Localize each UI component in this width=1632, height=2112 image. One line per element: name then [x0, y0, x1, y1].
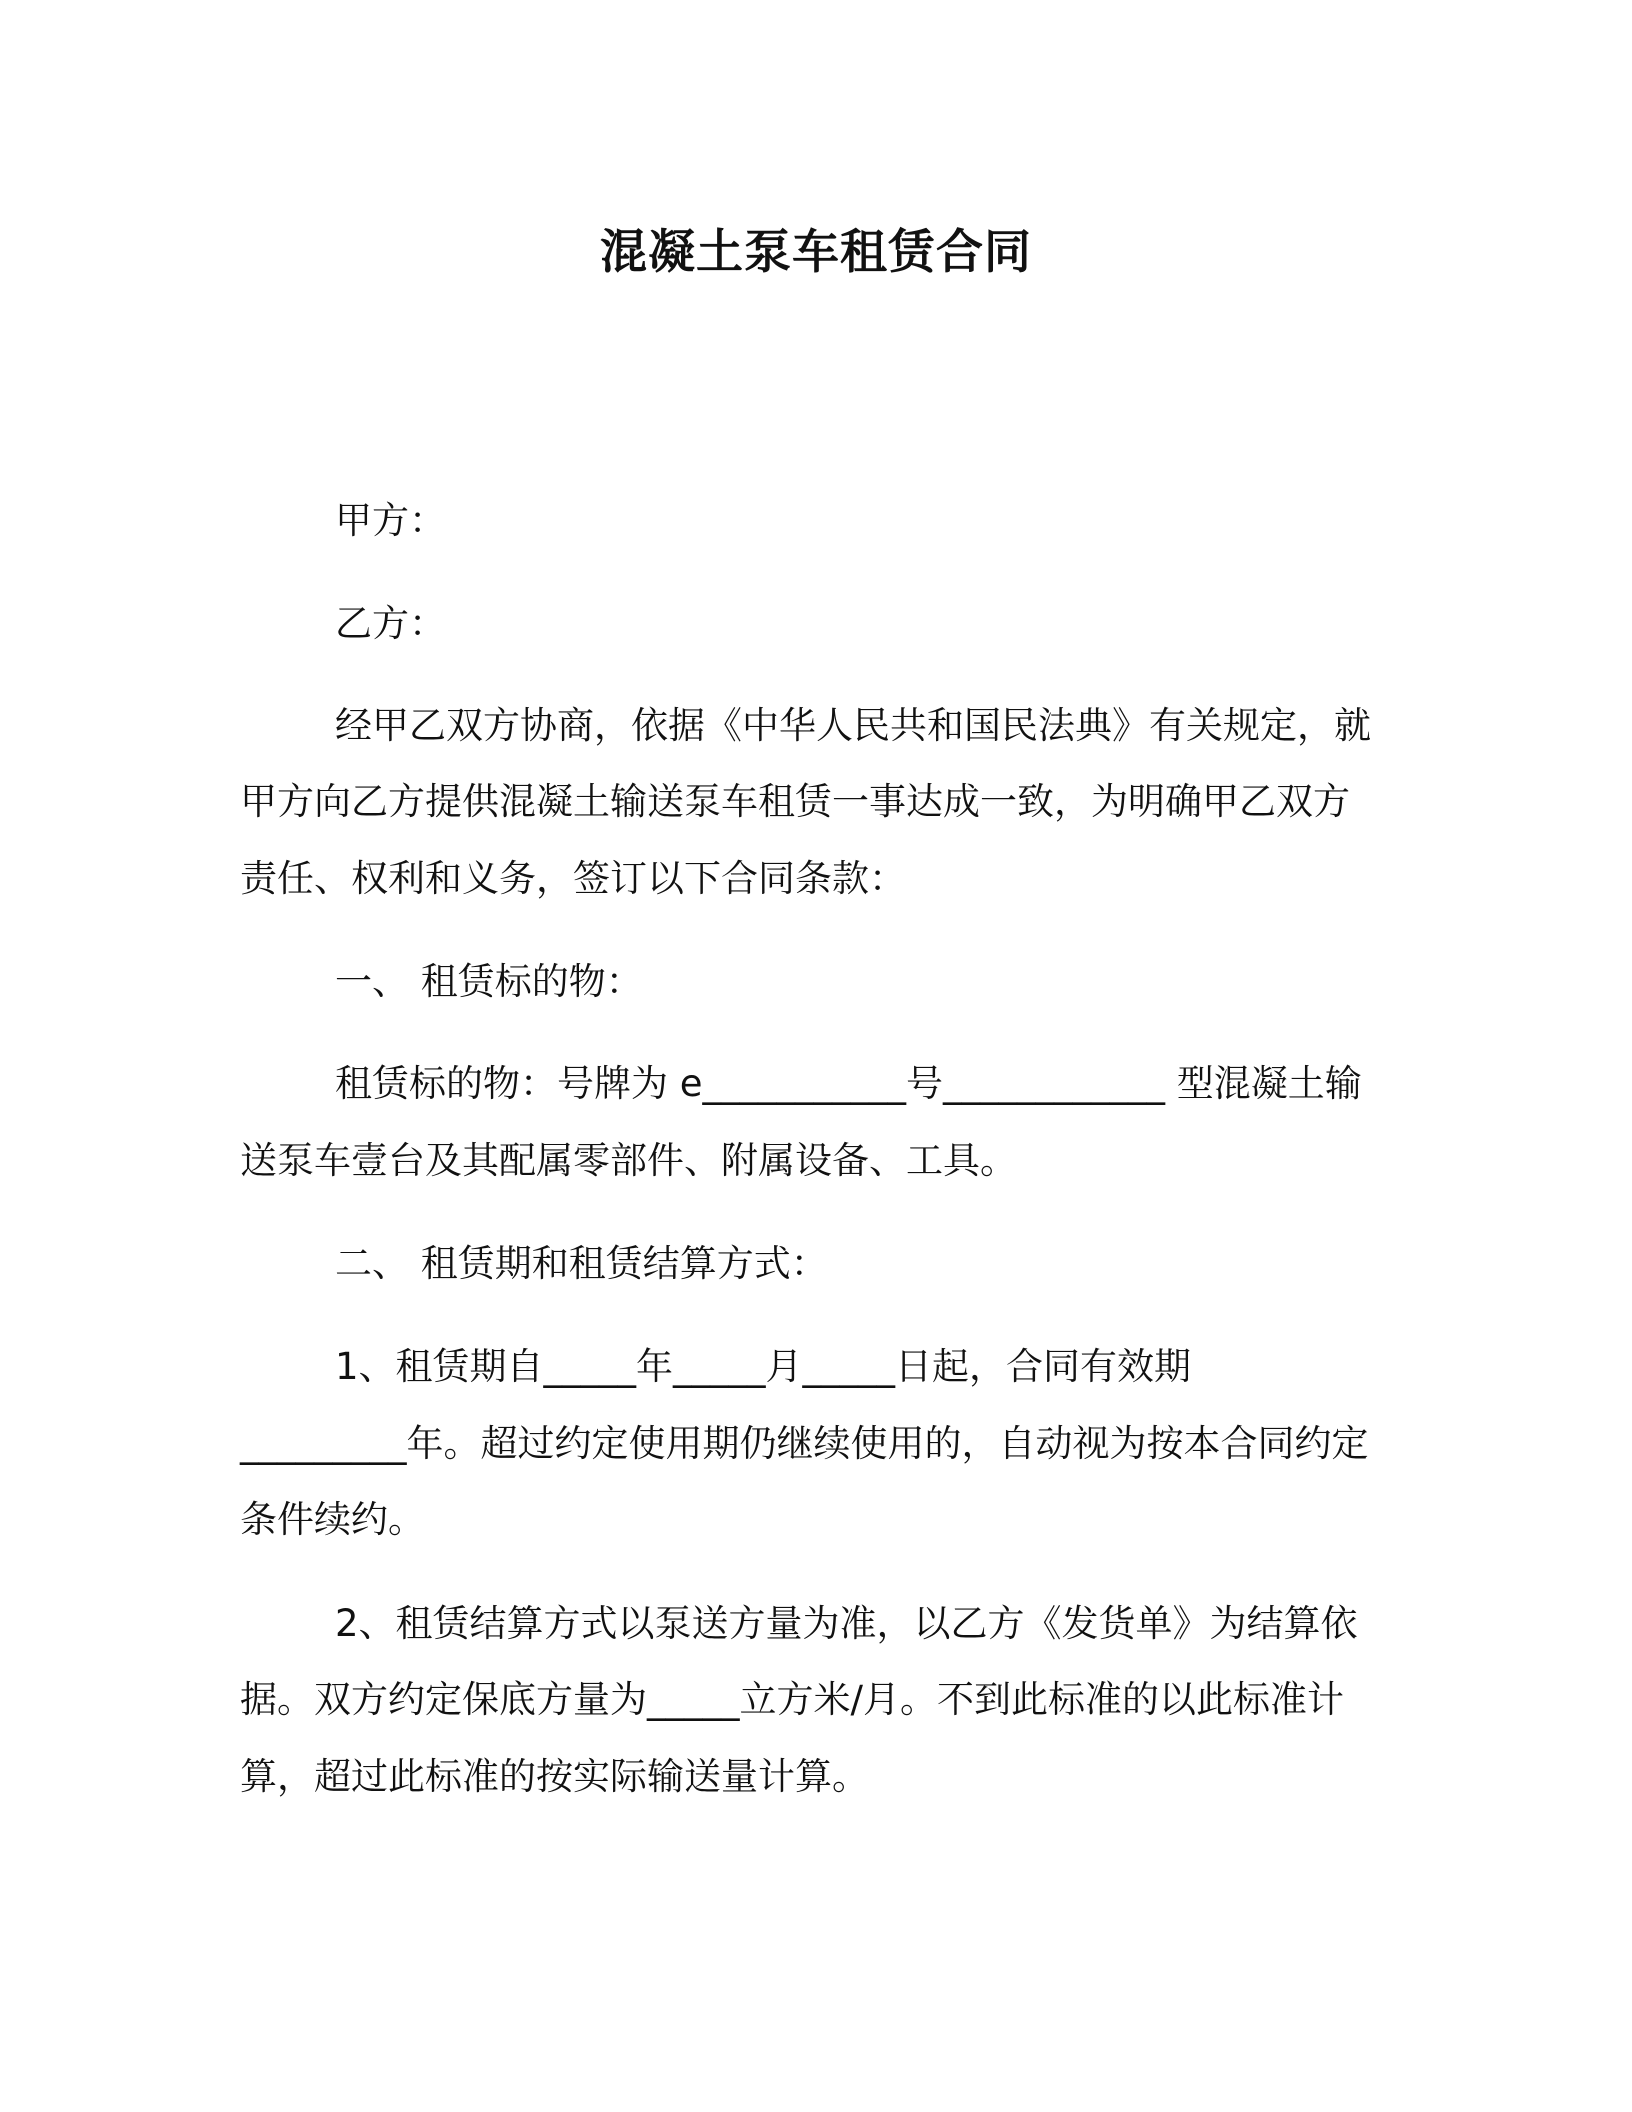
clause-2-line-3: 算，超过此标准的按实际输送量计算。 — [240, 1755, 869, 1798]
section-1-line-2: 送泵车壹台及其配属零部件、附属设备、工具。 — [240, 1139, 1017, 1182]
party-a-label: 甲方： — [335, 499, 446, 542]
clause-1-line-3: 条件续约。 — [240, 1498, 425, 1541]
preamble-line-3: 责任、权利和义务，签订以下合同条款： — [240, 857, 906, 900]
party-b-label: 乙方： — [335, 602, 446, 645]
preamble-line-2: 甲方向乙方提供混凝土输送泵车租赁一事达成一致，为明确甲乙双方 — [240, 780, 1350, 823]
clause-2-line-2: 据。双方约定保底方量为_____立方米/月。不到此标准的以此标准计 — [240, 1678, 1344, 1721]
clause-1-line-1: 1、租赁期自_____年_____月_____日起，合同有效期 — [335, 1345, 1192, 1388]
clause-2-line-1: 2、租赁结算方式以泵送方量为准，以乙方《发货单》为结算依 — [335, 1602, 1358, 1645]
clause-1-line-2: _________年。超过约定使用期仍继续使用的，自动视为按本合同约定 — [240, 1422, 1369, 1465]
section-2-heading: 二、 租赁期和租赁结算方式： — [335, 1242, 828, 1285]
document-title: 混凝土泵车租赁合同 — [600, 225, 1032, 280]
section-1-line-1: 租赁标的物：号牌为 e___________号____________ 型混凝土输 — [335, 1062, 1362, 1105]
section-1-heading: 一、 租赁标的物： — [335, 960, 643, 1003]
preamble-line-1: 经甲乙双方协商，依据《中华人民共和国民法典》有关规定，就 — [335, 704, 1371, 747]
